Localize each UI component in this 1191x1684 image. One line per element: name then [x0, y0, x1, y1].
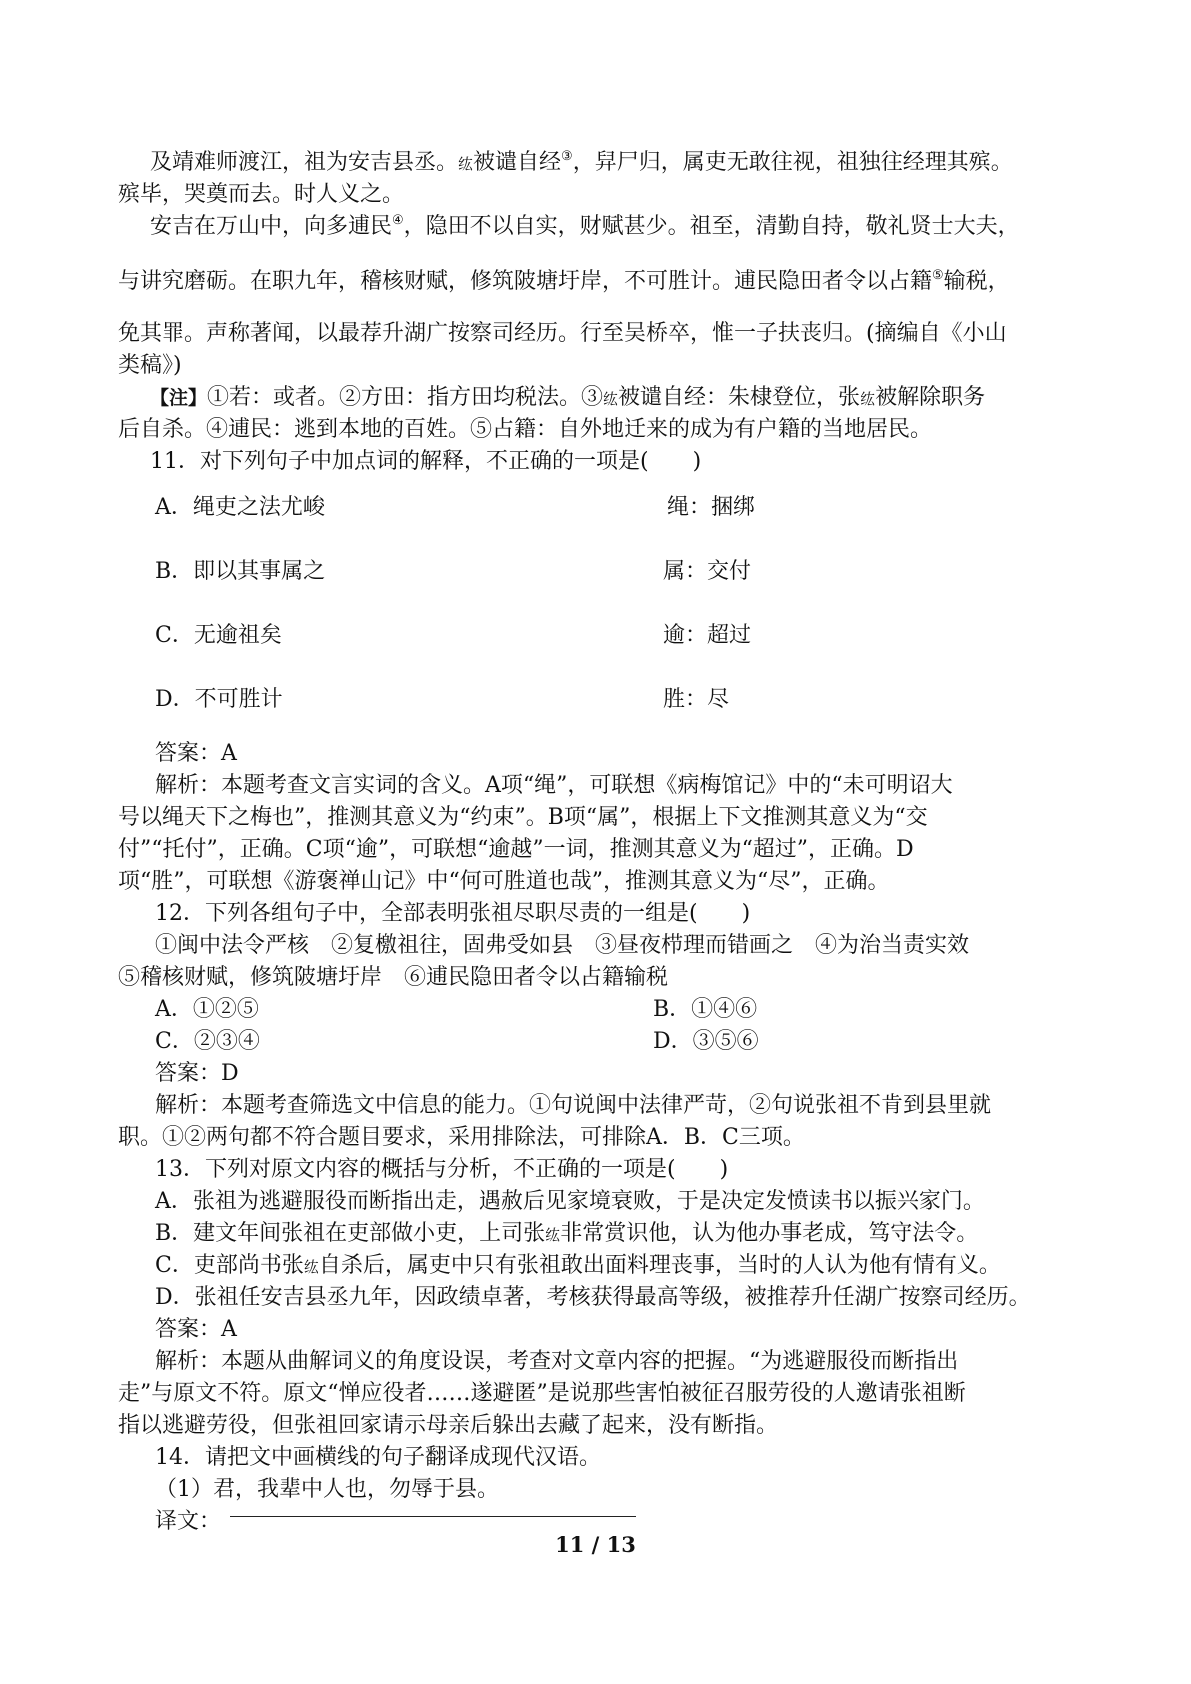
translation-label: 译文：: [155, 1509, 222, 1534]
answer: 答案：A: [155, 1317, 237, 1342]
passage-line: 类稿》): [118, 353, 182, 378]
footnote-mark: ③: [561, 149, 573, 164]
answer: 答案：A: [155, 741, 237, 766]
question-stem: 13．下列对原文内容的概括与分析，不正确的一项是( ): [155, 1157, 729, 1182]
rare-char: 纮: [545, 1226, 561, 1244]
question-stem: 14．请把文中画横线的句子翻译成现代汉语。: [155, 1445, 601, 1470]
question-stem: 11．对下列句子中加点词的解释，不正确的一项是( ): [150, 449, 702, 474]
question-stem: 12．下列各组句子中，全部表明张祖尽职尽责的一组是( ): [155, 901, 751, 926]
option-left: A．绳吏之法尤峻: [155, 495, 325, 520]
option: A．张祖为逃避服役而断指出走，遇赦后见家境衰败，于是决定发愤读书以振兴家门。: [155, 1189, 985, 1214]
sub-question: （1）君，我辈中人也，勿辱于县。: [155, 1477, 499, 1502]
analysis-line: 解析：本题考查筛选文中信息的能力。①句说闽中法律严苛，②句说张祖不肯到县里就: [155, 1093, 992, 1118]
text: ，隐田不以自实，财赋甚少。祖至，清勤自持，敬礼贤士大夫，: [403, 214, 1020, 239]
text: 及靖难师渡江，祖为安吉县丞。: [150, 150, 459, 175]
analysis-line: 付”“托付”，正确。C项“逾”，可联想“逾越”一词，推测其意义为“超过”，正确。D: [118, 837, 914, 862]
footnote-mark: ④: [392, 213, 404, 228]
option: A．①②⑤: [155, 997, 259, 1022]
option-right: 胜：尽: [663, 687, 730, 712]
text: 输税，: [943, 269, 1010, 294]
analysis-line: 走”与原文不符。原文“惮应役者……遂避匿”是说那些害怕被征召服劳役的人邀请张祖断: [118, 1381, 966, 1406]
option: D．③⑤⑥: [653, 1029, 759, 1054]
analysis-line: 职。①②两句都不符合题目要求，采用排除法，可排除A．B．C三项。: [118, 1125, 805, 1150]
text: B．建文年间张祖在吏部做小吏，上司张: [155, 1221, 546, 1246]
note-line: [150, 387, 985, 409]
text: 被谴自经: [473, 150, 562, 175]
rare-char: 纮: [458, 155, 474, 173]
option-left: D．不可胜计: [155, 687, 283, 712]
text: 安吉在万山中，向多逋民: [150, 214, 393, 239]
analysis-line: 解析：本题从曲解词义的角度设误，考查对文章内容的把握。“为逃避服役而断指出: [155, 1349, 959, 1374]
text: 非常赏识他，认为他办事老成，笃守法令。: [560, 1221, 979, 1246]
option: B．①④⑥: [653, 997, 758, 1022]
passage-line: [150, 149, 1013, 175]
answer: 答案：D: [155, 1061, 239, 1086]
answer-blank-line[interactable]: [230, 1516, 636, 1517]
note-line: 后自杀。④逋民：逃到本地的百姓。⑤占籍：自外地迁来的成为有户籍的当地居民。: [118, 417, 933, 442]
passage-line: [118, 268, 1010, 294]
analysis-line: 解析：本题考查文言实词的含义。A项“绳”，可联想《病梅馆记》中的“未可明诏大: [155, 773, 953, 798]
question-items: ①闽中法令严核 ②复檄祖往，固弗受如县 ③昼夜栉理而错画之 ④为治当责实效: [155, 933, 970, 958]
text: ①若：或者。②方田：指方田均税法。③: [207, 385, 604, 410]
text: 被解除职务: [875, 385, 986, 410]
passage-line: 免其罪。声称著闻，以最荐升湖广按察司经历。行至吴桥卒，惟一子扶丧归。(摘编自《小山: [118, 321, 1007, 346]
note-tag: 【注】: [150, 387, 208, 409]
option-right: 逾：超过: [663, 623, 752, 648]
text: 与讲究磨砺。在职九年，稽核财赋，修筑陂塘圩岸，不可胜计。逋民隐田者令以占籍: [118, 269, 933, 294]
rare-char: 纮: [860, 390, 876, 408]
option-left: B．即以其事属之: [155, 559, 326, 584]
option: [155, 1255, 1001, 1277]
option-right: 绳：捆绑: [667, 495, 756, 520]
passage-line: [150, 213, 1020, 239]
option-left: C．无逾祖矣: [155, 623, 282, 648]
option: [155, 1223, 978, 1245]
option-right: 属：交付: [663, 559, 752, 584]
text: ，舁尸归，属吏无敢往视，祖独往经理其殡。: [572, 150, 1013, 175]
text: C．吏部尚书张: [155, 1253, 304, 1278]
rare-char: 纮: [603, 390, 619, 408]
footnote-mark: ⑤: [932, 268, 944, 283]
rare-char: 纮: [303, 1258, 319, 1276]
analysis-line: 项“胜”，可联想《游褒禅山记》中“何可胜道也哉”，推测其意义为“尽”，正确。: [118, 869, 890, 894]
option: D．张祖任安吉县丞九年，因政绩卓著，考核获得最高等级，被推荐升任湖广按察司经历。: [155, 1285, 1031, 1310]
page-number: 11 / 13: [555, 1532, 636, 1557]
text: 自杀后，属吏中只有张祖敢出面料理丧事，当时的人认为他有情有义。: [318, 1253, 1001, 1278]
text: 被谴自经：朱棣登位，张: [618, 385, 861, 410]
option: C．②③④: [155, 1029, 260, 1054]
analysis-line: 号以绳天下之梅也”，推测其意义为“约束”。B项“属”，根据上下文推测其意义为“交: [118, 805, 928, 830]
passage-line: 殡毕，哭奠而去。时人义之。: [118, 182, 405, 207]
question-items: ⑤稽核财赋，修筑陂塘圩岸 ⑥逋民隐田者令以占籍输税: [118, 965, 669, 990]
analysis-line: 指以逃避劳役，但张祖回家请示母亲后躲出去藏了起来，没有断指。: [118, 1413, 779, 1438]
